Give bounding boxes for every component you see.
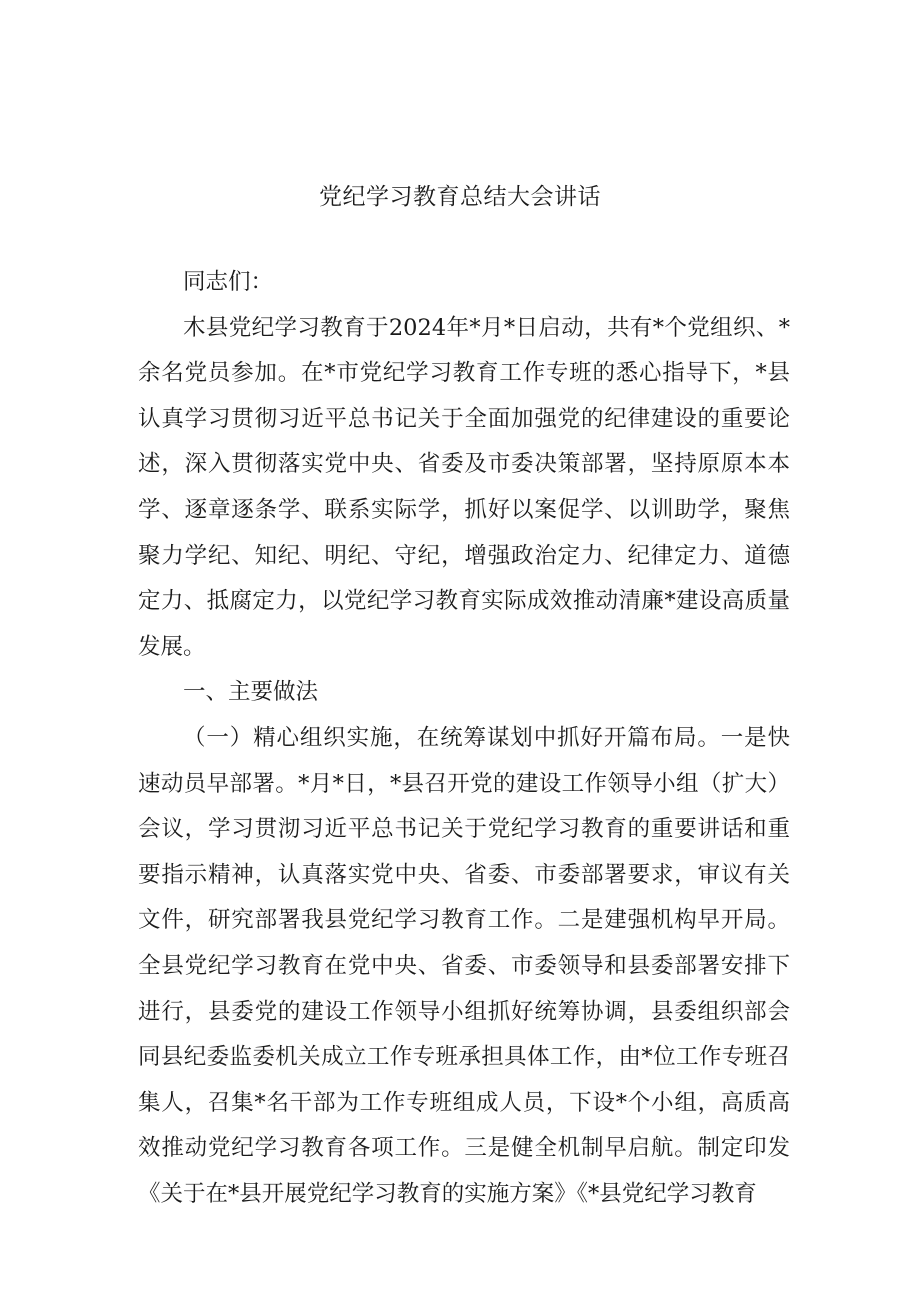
section-heading: 一、主要做法	[183, 679, 319, 706]
section-paragraph: （一）精心组织实施，在统筹谋划中抓好开篇布局。一是快速动员早部署。*月*日，*县召开党的建设工作领导小组（扩大）会议，学习贯沏习近平总书记关于党纪学习教育的重要讲话和重要指示精神，认真落实党中央、省委、市委部署要求，审议有关文件，研究部署我县党纪学习教育工作。二是建强机构早开局。全县党纪学习教育在党中央、省委、市委领导和县委部署安排下进行，县委党的建设工作领导小组抓好统筹协调，县委组织部会同县纪委监委机关成立工作专班承担具体工作，由*位工作专班召集人，召集*名干部为工作专班组成人员，下设*个小组，高质高效推动党纪学习教育各项工作。三是健全机制早启航。制定印发《关于在*县开展党纪学习教育的实施方案》《*县党纪学习教育	[138, 724, 790, 1207]
intro-paragraph: 木县党纪学习教育于2024年*月*日启动，共有*个党组织、*余名党员参加。在*市党纪学习教育工作专班的悉心指导下，*县认真学习贯彻习近平总书记关于全面加强党的纪律建设的重要论述，深入贯彻落实党中央、省委及市委决策部署，坚持原原本本学、逐章逐条学、联系实际学，抓好以案促学、以训助学，聚焦聚力学纪、知纪、明纪、守纪，增强政治定力、纪律定力、道德定力、抵腐定力，以党纪学习教育实际成效推动清廉*建设高质量发展。	[138, 314, 790, 660]
salutation: 同志们：	[183, 269, 274, 295]
document-body	[138, 260, 790, 1217]
document-title: 党纪学习教育总结大会讲话	[319, 184, 601, 210]
